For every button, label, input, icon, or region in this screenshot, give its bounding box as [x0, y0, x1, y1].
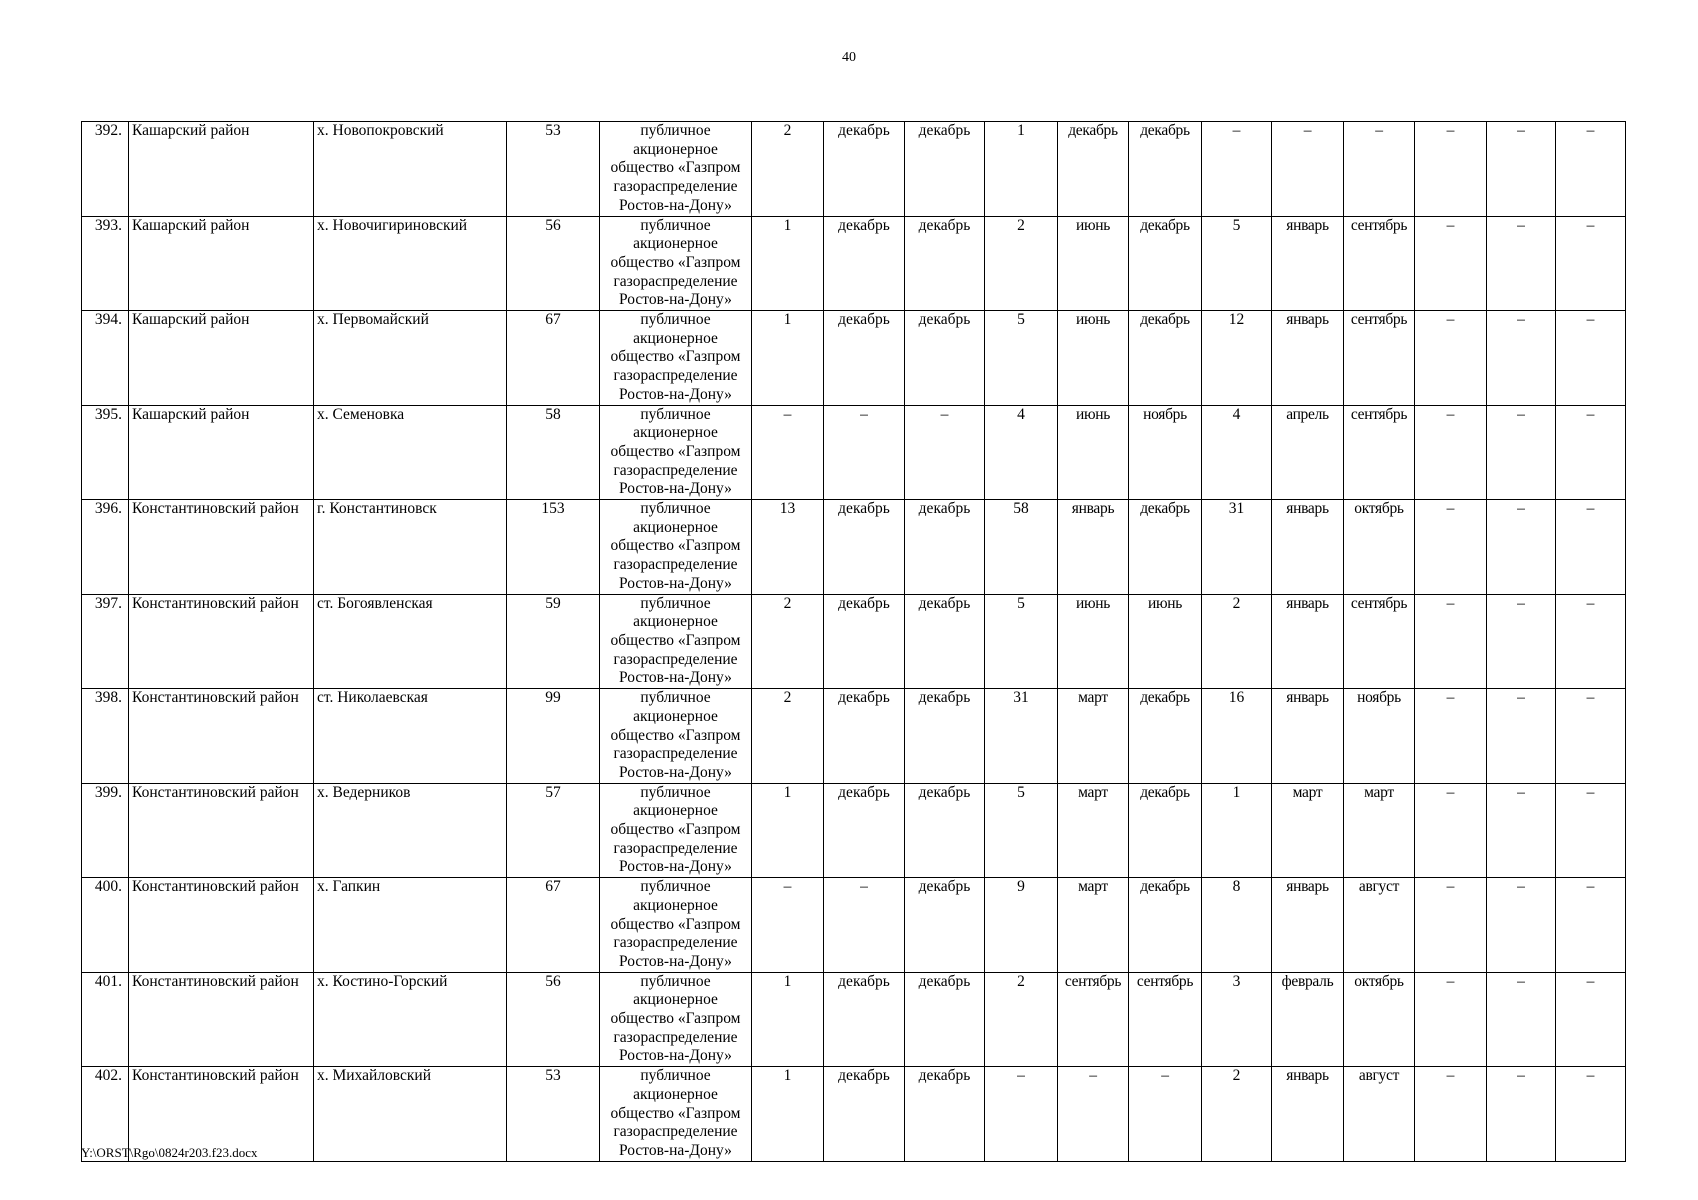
district-cell: Кашарский район	[129, 122, 314, 217]
value-cell-7: 4	[1202, 405, 1272, 500]
month-cell-8: март	[1272, 783, 1344, 878]
value-cell-11: –	[1487, 878, 1556, 973]
value-cell-10: –	[1415, 405, 1487, 500]
value-cell-11: –	[1487, 783, 1556, 878]
month-cell-8: январь	[1272, 216, 1344, 311]
value-cell-10: –	[1415, 972, 1487, 1067]
value-cell-11: –	[1487, 1067, 1556, 1162]
month-cell-3: декабрь	[905, 878, 985, 973]
month-cell-5: июнь	[1058, 311, 1129, 406]
value-cell-12: –	[1556, 783, 1626, 878]
month-cell-2: –	[824, 878, 905, 973]
month-cell-9: август	[1344, 1067, 1415, 1162]
table-row	[82, 500, 1626, 595]
value-cell-12: –	[1556, 594, 1626, 689]
row-number-cell: 397.	[82, 594, 129, 689]
value-cell-1: 1	[752, 783, 824, 878]
month-cell-2: декабрь	[824, 972, 905, 1067]
organization-cell: публичное акционерное общество «Газпром газораспределение Ростов-на-Дону»	[600, 500, 752, 595]
month-cell-2: декабрь	[824, 500, 905, 595]
month-cell-2: декабрь	[824, 311, 905, 406]
count-cell: 59	[507, 594, 600, 689]
month-cell-5: январь	[1058, 500, 1129, 595]
locality-cell: х. Ведерников	[314, 783, 507, 878]
month-cell-9: март	[1344, 783, 1415, 878]
value-cell-12: –	[1556, 405, 1626, 500]
row-number-cell: 394.	[82, 311, 129, 406]
month-cell-8: январь	[1272, 594, 1344, 689]
value-cell-12: –	[1556, 216, 1626, 311]
month-cell-5: –	[1058, 1067, 1129, 1162]
value-cell-1: –	[752, 405, 824, 500]
table-row	[82, 1067, 1626, 1162]
locality-cell: х. Новопокровский	[314, 122, 507, 217]
value-cell-11: –	[1487, 122, 1556, 217]
month-cell-5: март	[1058, 689, 1129, 784]
value-cell-7: 5	[1202, 216, 1272, 311]
row-number-cell: 396.	[82, 500, 129, 595]
month-cell-3: декабрь	[905, 311, 985, 406]
value-cell-4: 4	[985, 405, 1058, 500]
value-cell-4: 9	[985, 878, 1058, 973]
month-cell-2: декабрь	[824, 122, 905, 217]
month-cell-2: декабрь	[824, 689, 905, 784]
row-number-cell: 401.	[82, 972, 129, 1067]
month-cell-6: декабрь	[1129, 122, 1202, 217]
value-cell-7: 12	[1202, 311, 1272, 406]
district-cell: Кашарский район	[129, 216, 314, 311]
footer-file-path: Y:\ORST\Rgo\0824r203.f23.docx	[81, 1145, 258, 1160]
month-cell-3: декабрь	[905, 689, 985, 784]
locality-cell: х. Костино-Горский	[314, 972, 507, 1067]
value-cell-4: 2	[985, 972, 1058, 1067]
count-cell: 67	[507, 878, 600, 973]
value-cell-1: 1	[752, 972, 824, 1067]
month-cell-8: январь	[1272, 1067, 1344, 1162]
table-row	[82, 311, 1626, 406]
value-cell-12: –	[1556, 500, 1626, 595]
value-cell-1: 1	[752, 311, 824, 406]
table-row	[82, 122, 1626, 217]
value-cell-7: 16	[1202, 689, 1272, 784]
month-cell-3: декабрь	[905, 783, 985, 878]
month-cell-9: ноябрь	[1344, 689, 1415, 784]
count-cell: 56	[507, 972, 600, 1067]
row-number-cell: 399.	[82, 783, 129, 878]
month-cell-6: декабрь	[1129, 216, 1202, 311]
value-cell-12: –	[1556, 122, 1626, 217]
month-cell-8: февраль	[1272, 972, 1344, 1067]
value-cell-4: 5	[985, 783, 1058, 878]
district-cell: Константиновский район	[129, 783, 314, 878]
month-cell-9: октябрь	[1344, 500, 1415, 595]
month-cell-9: сентябрь	[1344, 405, 1415, 500]
value-cell-4: 5	[985, 311, 1058, 406]
row-number-cell: 395.	[82, 405, 129, 500]
month-cell-6: декабрь	[1129, 878, 1202, 973]
count-cell: 58	[507, 405, 600, 500]
month-cell-8: январь	[1272, 689, 1344, 784]
value-cell-12: –	[1556, 878, 1626, 973]
value-cell-12: –	[1556, 972, 1626, 1067]
month-cell-3: декабрь	[905, 122, 985, 217]
month-cell-5: март	[1058, 783, 1129, 878]
district-cell: Кашарский район	[129, 311, 314, 406]
month-cell-6: декабрь	[1129, 500, 1202, 595]
district-cell: Константиновский район	[129, 689, 314, 784]
count-cell: 53	[507, 1067, 600, 1162]
locality-cell: х. Гапкин	[314, 878, 507, 973]
value-cell-10: –	[1415, 122, 1487, 217]
value-cell-7: 3	[1202, 972, 1272, 1067]
value-cell-7: 2	[1202, 594, 1272, 689]
month-cell-9: –	[1344, 122, 1415, 217]
month-cell-5: июнь	[1058, 594, 1129, 689]
month-cell-9: сентябрь	[1344, 594, 1415, 689]
month-cell-8: январь	[1272, 311, 1344, 406]
organization-cell: публичное акционерное общество «Газпром газораспределение Ростов-на-Дону»	[600, 1067, 752, 1162]
value-cell-11: –	[1487, 972, 1556, 1067]
organization-cell: публичное акционерное общество «Газпром газораспределение Ростов-на-Дону»	[600, 972, 752, 1067]
month-cell-5: июнь	[1058, 216, 1129, 311]
table-row	[82, 405, 1626, 500]
value-cell-4: 31	[985, 689, 1058, 784]
count-cell: 53	[507, 122, 600, 217]
month-cell-6: декабрь	[1129, 689, 1202, 784]
month-cell-5: июнь	[1058, 405, 1129, 500]
locality-cell: х. Первомайский	[314, 311, 507, 406]
locality-cell: х. Семеновка	[314, 405, 507, 500]
value-cell-7: 2	[1202, 1067, 1272, 1162]
value-cell-10: –	[1415, 1067, 1487, 1162]
value-cell-7: 8	[1202, 878, 1272, 973]
month-cell-6: –	[1129, 1067, 1202, 1162]
value-cell-10: –	[1415, 500, 1487, 595]
month-cell-9: сентябрь	[1344, 216, 1415, 311]
row-number-cell: 392.	[82, 122, 129, 217]
page-number: 40	[842, 50, 856, 65]
month-cell-8: январь	[1272, 500, 1344, 595]
value-cell-11: –	[1487, 594, 1556, 689]
value-cell-11: –	[1487, 216, 1556, 311]
value-cell-1: 1	[752, 216, 824, 311]
month-cell-2: декабрь	[824, 216, 905, 311]
value-cell-4: 58	[985, 500, 1058, 595]
value-cell-12: –	[1556, 689, 1626, 784]
count-cell: 56	[507, 216, 600, 311]
value-cell-7: 31	[1202, 500, 1272, 595]
month-cell-8: апрель	[1272, 405, 1344, 500]
row-number-cell: 398.	[82, 689, 129, 784]
month-cell-2: –	[824, 405, 905, 500]
month-cell-2: декабрь	[824, 594, 905, 689]
value-cell-4: 1	[985, 122, 1058, 217]
month-cell-8: –	[1272, 122, 1344, 217]
organization-cell: публичное акционерное общество «Газпром газораспределение Ростов-на-Дону»	[600, 783, 752, 878]
month-cell-5: декабрь	[1058, 122, 1129, 217]
value-cell-10: –	[1415, 689, 1487, 784]
month-cell-3: декабрь	[905, 1067, 985, 1162]
organization-cell: публичное акционерное общество «Газпром газораспределение Ростов-на-Дону»	[600, 878, 752, 973]
value-cell-10: –	[1415, 783, 1487, 878]
month-cell-9: октябрь	[1344, 972, 1415, 1067]
data-table	[81, 121, 1626, 1162]
district-cell: Константиновский район	[129, 594, 314, 689]
month-cell-9: сентябрь	[1344, 311, 1415, 406]
month-cell-5: сентябрь	[1058, 972, 1129, 1067]
table-row	[82, 878, 1626, 973]
organization-cell: публичное акционерное общество «Газпром газораспределение Ростов-на-Дону»	[600, 311, 752, 406]
month-cell-2: декабрь	[824, 783, 905, 878]
month-cell-6: сентябрь	[1129, 972, 1202, 1067]
locality-cell: ст. Николаевская	[314, 689, 507, 784]
value-cell-7: 1	[1202, 783, 1272, 878]
month-cell-6: июнь	[1129, 594, 1202, 689]
month-cell-3: декабрь	[905, 500, 985, 595]
month-cell-6: декабрь	[1129, 783, 1202, 878]
month-cell-3: декабрь	[905, 216, 985, 311]
count-cell: 67	[507, 311, 600, 406]
value-cell-1: 2	[752, 122, 824, 217]
value-cell-11: –	[1487, 689, 1556, 784]
locality-cell: х. Михайловский	[314, 1067, 507, 1162]
value-cell-4: –	[985, 1067, 1058, 1162]
district-cell: Кашарский район	[129, 405, 314, 500]
locality-cell: ст. Богоявленская	[314, 594, 507, 689]
organization-cell: публичное акционерное общество «Газпром газораспределение Ростов-на-Дону»	[600, 122, 752, 217]
month-cell-6: декабрь	[1129, 311, 1202, 406]
value-cell-7: –	[1202, 122, 1272, 217]
organization-cell: публичное акционерное общество «Газпром газораспределение Ростов-на-Дону»	[600, 689, 752, 784]
value-cell-10: –	[1415, 878, 1487, 973]
district-cell: Константиновский район	[129, 878, 314, 973]
value-cell-4: 5	[985, 594, 1058, 689]
count-cell: 99	[507, 689, 600, 784]
value-cell-12: –	[1556, 311, 1626, 406]
organization-cell: публичное акционерное общество «Газпром газораспределение Ростов-на-Дону»	[600, 216, 752, 311]
month-cell-8: январь	[1272, 878, 1344, 973]
table-row	[82, 216, 1626, 311]
row-number-cell: 402.	[82, 1067, 129, 1162]
month-cell-3: –	[905, 405, 985, 500]
table-row	[82, 689, 1626, 784]
table-row	[82, 594, 1626, 689]
organization-cell: публичное акционерное общество «Газпром газораспределение Ростов-на-Дону»	[600, 594, 752, 689]
organization-cell: публичное акционерное общество «Газпром газораспределение Ростов-на-Дону»	[600, 405, 752, 500]
value-cell-4: 2	[985, 216, 1058, 311]
month-cell-2: декабрь	[824, 1067, 905, 1162]
value-cell-11: –	[1487, 405, 1556, 500]
table-row	[82, 783, 1626, 878]
value-cell-1: 2	[752, 594, 824, 689]
value-cell-10: –	[1415, 311, 1487, 406]
row-number-cell: 400.	[82, 878, 129, 973]
value-cell-11: –	[1487, 311, 1556, 406]
row-number-cell: 393.	[82, 216, 129, 311]
count-cell: 57	[507, 783, 600, 878]
district-cell: Константиновский район	[129, 972, 314, 1067]
value-cell-12: –	[1556, 1067, 1626, 1162]
value-cell-10: –	[1415, 594, 1487, 689]
month-cell-6: ноябрь	[1129, 405, 1202, 500]
value-cell-1: 13	[752, 500, 824, 595]
locality-cell: х. Новочигириновский	[314, 216, 507, 311]
value-cell-1: 2	[752, 689, 824, 784]
count-cell: 153	[507, 500, 600, 595]
value-cell-10: –	[1415, 216, 1487, 311]
table-body	[82, 122, 1626, 1162]
table-row	[82, 972, 1626, 1067]
month-cell-5: март	[1058, 878, 1129, 973]
month-cell-3: декабрь	[905, 594, 985, 689]
month-cell-9: август	[1344, 878, 1415, 973]
value-cell-1: –	[752, 878, 824, 973]
district-cell: Константиновский район	[129, 1067, 314, 1162]
district-cell: Константиновский район	[129, 500, 314, 595]
value-cell-11: –	[1487, 500, 1556, 595]
month-cell-3: декабрь	[905, 972, 985, 1067]
locality-cell: г. Константиновск	[314, 500, 507, 595]
value-cell-1: 1	[752, 1067, 824, 1162]
